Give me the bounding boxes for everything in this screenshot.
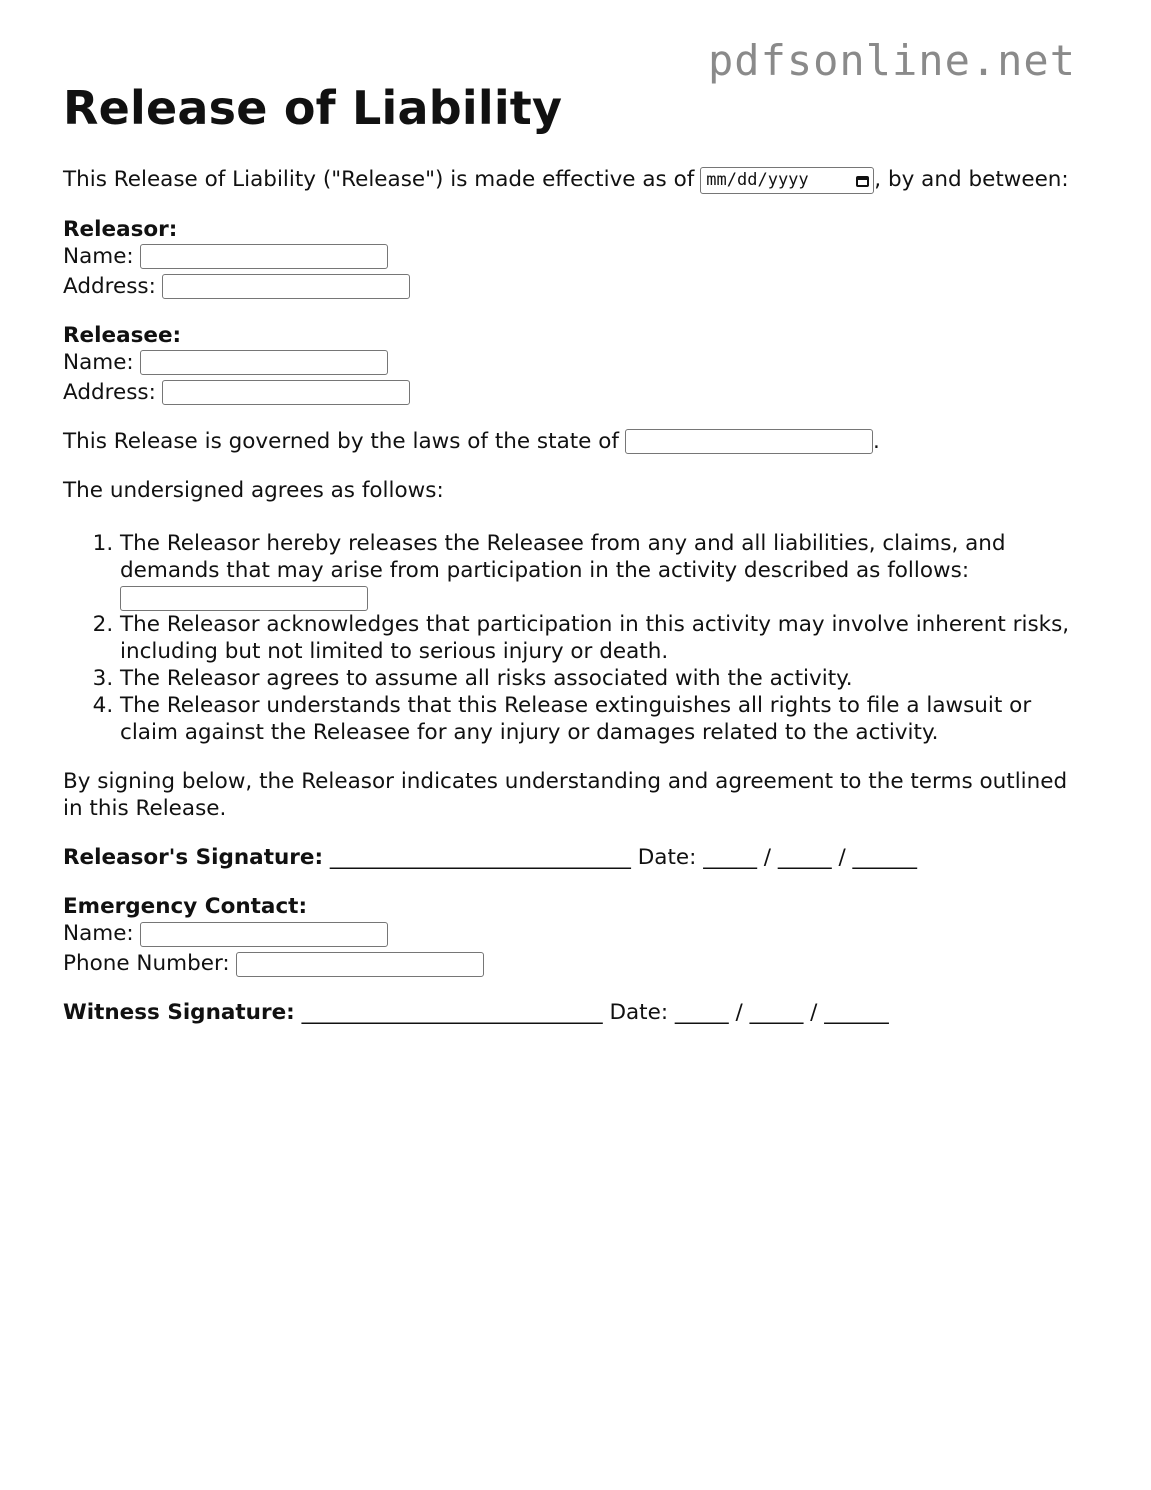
list-item: 2. The Releasor acknowledges that participation in this activity may involve inherent risks, including but not limited to serious injury or death. [120,611,1083,665]
governing-law-paragraph [63,428,1083,455]
releasor-address-input[interactable] [162,274,410,299]
intro-paragraph [63,166,1083,194]
page-title: Release of Liability [63,81,563,135]
emergency-name-input[interactable] [140,922,388,947]
releasor-name-label: Name: [63,243,134,269]
releasee-heading: Releasee: [63,322,182,348]
releasee-section [63,322,1083,406]
list-item: 4. The Releasor understands that this Release extinguishes all rights to file a lawsuit or claim against the Releasee for any injury or damages related to the activity. [120,692,1083,746]
witness-signature-date: Date: _____ / _____ / ______ [609,1000,889,1025]
agrees-paragraph: The undersigned agrees as follows: [63,477,444,503]
witness-signature-blank: ____________________________ [301,1000,603,1025]
document-page [63,80,1083,1026]
emergency-name-label: Name: [63,921,134,946]
releasor-signature-line [63,844,1083,871]
date-placeholder: mm/dd/yyyy [706,169,809,190]
governing-law-text: This Release is governed by the laws of the state of [63,428,619,454]
watermark: pdfsonline.net [708,36,1077,85]
governing-law-end: . [872,428,880,454]
emergency-phone-label: Phone Number: [63,951,230,976]
emergency-contact-section [63,893,1083,977]
releasee-address-input[interactable] [162,380,410,405]
list-item: 3. The Releasor agrees to assume all risks associated with the activity. [120,665,1083,692]
releasor-heading: Releasor: [63,216,178,242]
releasee-name-label: Name: [63,349,134,375]
emergency-phone-input[interactable] [236,952,484,977]
activity-description-input[interactable] [120,586,368,611]
releasor-signature-date: Date: _____ / _____ / ______ [637,845,918,870]
releasee-address-label: Address: [63,379,156,405]
effective-date-input[interactable] [700,167,874,194]
terms-list [63,530,1083,747]
by-signing-paragraph: By signing below, the Releasor indicates understanding and agreement to the terms outlined in this Release. [63,769,1068,821]
releasee-name-input[interactable] [140,350,388,375]
releasor-address-label: Address: [63,273,156,299]
intro-text: This Release of Liability ("Release") is made effective as of [63,167,695,192]
releasor-signature-label: Releasor's Signature: [63,845,324,870]
list-item [120,530,1083,612]
term-text: The Releasor hereby releases the Releasee from any and all liabilities, claims, and demands that may arise from participation in the activity described as follows: [120,530,1006,583]
releasor-section [63,216,1083,300]
witness-signature-line [63,999,1083,1026]
intro-text-end: , by and between: [874,167,1069,192]
calendar-icon[interactable] [856,174,869,187]
emergency-contact-heading: Emergency Contact: [63,894,308,919]
releasor-signature-blank: ____________________________ [329,845,631,870]
state-input[interactable] [625,429,873,454]
releasor-name-input[interactable] [140,244,388,269]
witness-signature-label: Witness Signature: [63,1000,295,1025]
